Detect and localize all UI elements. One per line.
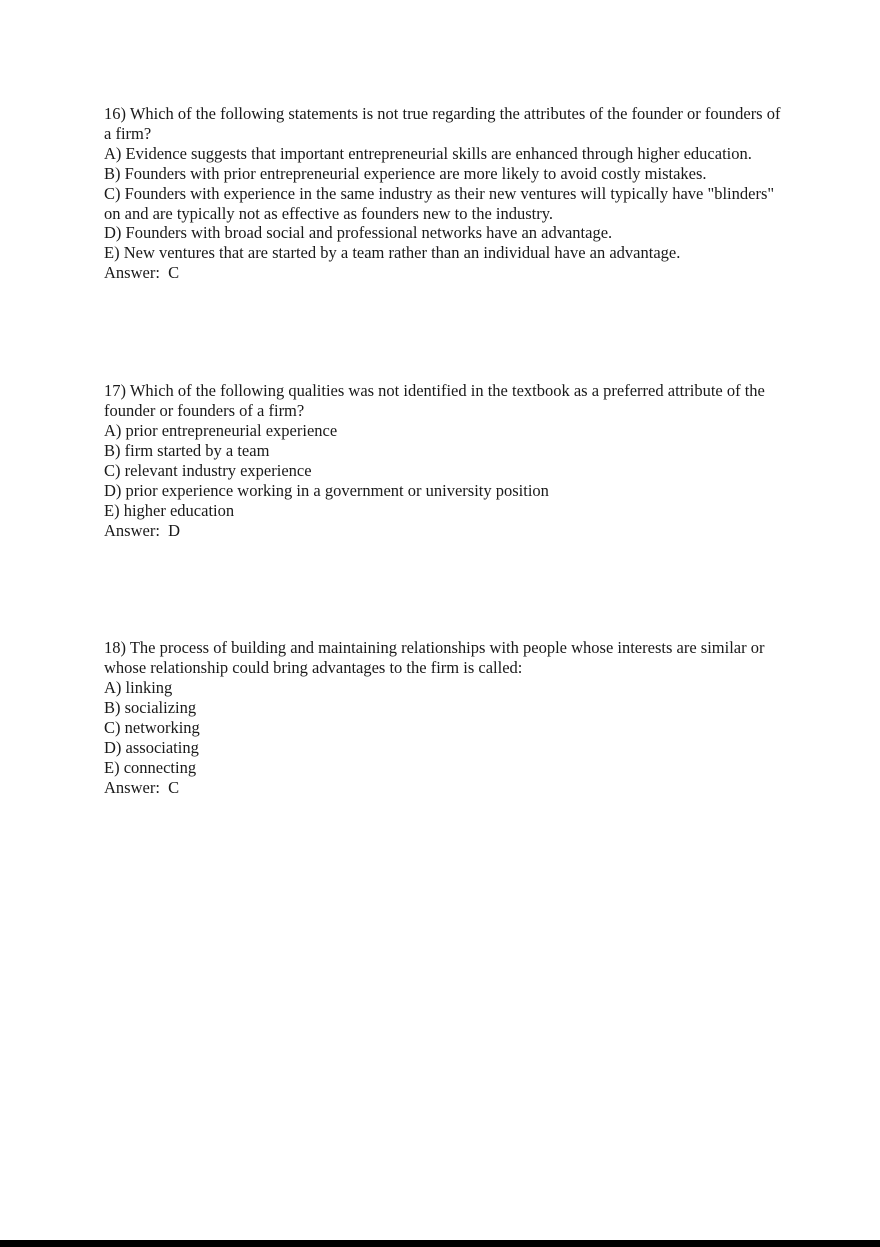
question-option-b: B) Founders with prior entrepreneurial experience are more likely to avoid costly mistakes. bbox=[104, 163, 707, 183]
bottom-black-bar bbox=[0, 1240, 880, 1247]
question-prompt: 16) Which of the following statements is not true regarding the attributes of the founder or founders of a firm? bbox=[104, 104, 785, 143]
question-option-e: E) New ventures that are started by a team rather than an individual have an advantage. bbox=[104, 243, 681, 263]
question-option-d: D) prior experience working in a government or university position bbox=[104, 480, 549, 500]
question-option-e: E) higher education bbox=[104, 500, 235, 520]
question-option-a: A) linking bbox=[104, 678, 173, 698]
question-option-b: B) firm started by a team bbox=[104, 440, 270, 460]
question-option-c: C) relevant industry experience bbox=[104, 460, 312, 480]
question-option-d: D) Founders with broad social and professional networks have an advantage. bbox=[104, 223, 613, 243]
question-option-c: C) Founders with experience in the same industry as their new ventures will typically have "blinders" on and are typically not as effective as founders new to the industry. bbox=[104, 183, 779, 223]
question-option-e: E) connecting bbox=[104, 757, 197, 777]
question-16 bbox=[104, 104, 785, 283]
question-17 bbox=[104, 381, 782, 540]
question-option-c: C) networking bbox=[104, 718, 200, 738]
question-option-a: A) prior entrepreneurial experience bbox=[104, 420, 338, 440]
answer-line: Answer: C bbox=[104, 777, 180, 797]
question-option-b: B) socializing bbox=[104, 698, 197, 718]
question-option-d: D) associating bbox=[104, 737, 199, 757]
question-18 bbox=[104, 638, 782, 797]
answer-line: Answer: C bbox=[104, 263, 180, 283]
question-prompt: 18) The process of building and maintaining relationships with people whose interests are similar or whose relationship could bring advantages to the firm is called: bbox=[104, 638, 769, 678]
question-prompt: 17) Which of the following qualities was not identified in the textbook as a preferred attribute of the founder or founders of a firm? bbox=[104, 381, 770, 421]
document-content bbox=[104, 104, 785, 896]
question-option-a: A) Evidence suggests that important entrepreneurial skills are enhanced through higher education. bbox=[104, 143, 752, 163]
answer-line: Answer: D bbox=[104, 520, 181, 540]
